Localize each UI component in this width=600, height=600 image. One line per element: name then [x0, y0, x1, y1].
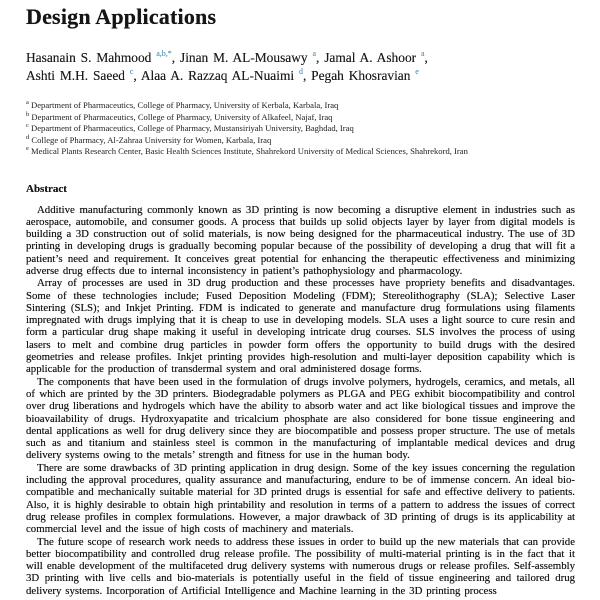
- affiliation-sup: c: [26, 122, 29, 130]
- abstract-paragraph: The future scope of research work needs to address these issues in order to build up the new materials that can provide better biocompatibility and controlled drug release profile. The possibility of multi-material printing is in the fact that it will enable development of the multifaceted drug delivery systems with numerous drugs or release profiles. Self-assembly 3D printing with live cells and bio-materials is potentially useful in the field of tissue engineering and tailored drug delivery systems. Incorporation of Artificial Intelligence and Machine learning in the 3D printing process: [26, 535, 575, 597]
- affiliation-sup: a: [26, 99, 29, 107]
- author-affiliation-sup: e: [415, 66, 419, 76]
- affiliation-sup: d: [26, 133, 30, 141]
- author-name: Hasanain S. Mahmood: [26, 50, 157, 65]
- abstract-paragraph: There are some drawbacks of 3D printing application in drug design. Some of the key issues concerning the regulation including the approval procedures, quality assurance and manufacturing, endure to be of immense concern. An ideal bio-compatible and mechanically suitable material for 3D printed drugs is essential for safe and effective delivery to patients. Also, it is highly desirable to obtain high printability and resolution in terms of a pattern to address the issues of correct drug release profiles in complex formulations. However, a major drawback of 3D printing of drugs is its applicability at commercial level and the issue of high costs of machinery and materials.: [26, 461, 575, 536]
- author-name: Pegah Khosravian: [311, 68, 416, 83]
- author-affiliation-sup: a: [312, 48, 316, 58]
- affiliation-sup: b: [26, 110, 30, 118]
- author-name: Jinan M. AL-Mousawy: [179, 50, 313, 65]
- abstract-paragraph: The components that have been used in the formulation of drugs involve polymers, hydrogels, ceramics, and metals, all of which are printed by the 3D printers. Biodegradable polymers as PLGA and PEG exhibit biocompatibility and control over drug liberations and hydrogels which have the ability to absorb water and act like biological tissues and improve the bioavailability of drugs. Hydroxyapatite and tricalcium phosphate are also considered for bone tissue engineering and dental applications as well for drug delivery since they are biocompatible and possess proper structure. The use of metals such as and titanium and stainless steel is common in the manufacturing of implantable medical devices and drug delivery systems owing to the metals’ strength and fitness for use in the human body.: [26, 375, 575, 462]
- author-affiliation-sup: c: [129, 66, 134, 76]
- abstract-heading: Abstract: [26, 182, 67, 195]
- paper-title: Design Applications: [26, 4, 217, 29]
- affiliation: $^c$ Department of Pharmaceutics, College of Pharmacy, Mustansiriyah University, Baghdad, Iraq: [26, 122, 354, 133]
- author-name: Jamal A. Ashoor: [324, 50, 421, 65]
- affiliation: $^d$ College of Pharmacy, Al-Zahraa University for Women, Karbala, Iraq: [26, 133, 272, 145]
- author-line: Ashti M.H. Saeed $^c$, Alaa A. Razzaq AL-Nuaimi $^d$, Pegah Khosravian $^e$: [26, 66, 419, 83]
- author-list: [26, 49, 575, 85]
- author-name: Alaa A. Razzaq AL-Nuaimi: [140, 68, 299, 83]
- abstract-body: [26, 204, 575, 598]
- author-affiliation-sup: a: [420, 48, 425, 58]
- abstract-paragraph: Array of processes are used in 3D drug production and these processes have propriety benefits and disadvantages. Some of these technologies include; Fused Deposition Modeling (FDM); Stereolithography (SLA); Selective Laser Sintering (SLS); and Inkjet Printing. FDM is indicated to generate and manufacture drug formulations using filaments impregnated with drugs implying that it is cheap to use in developing models. SLA uses a light source to cure resin and form a particular drug shape making it useful in developing intricate drug courses. SLS involves the process of using lasers to melt and combine drug particles in powder form offers the opportunity to build drugs with the desired geometries and release profiles. Inkjet printing provides high-resolution and multi-layer deposition capability which is applicable for the production of transdermal system and oral administered dosage forms.: [26, 277, 575, 376]
- author-affiliation-sup: d: [298, 66, 303, 76]
- affiliation-sup: e: [26, 145, 29, 153]
- affiliation: $^b$ Department of Pharmaceutics, College of Pharmacy, University of Alkafeel, Najaf, Iraq: [26, 110, 333, 122]
- author-name: Ashti M.H. Saeed: [26, 68, 130, 83]
- author-line: Hasanain S. Mahmood $^{a,b,*}$, Jinan M. AL-Mousawy $^a$, Jamal A. Ashoor $^a$,: [26, 48, 428, 65]
- affiliation: $^a$ Department of Pharmaceutics, College of Pharmacy, University of Kerbala, Karbala, Iraq: [26, 99, 339, 110]
- abstract-paragraph: Additive manufacturing commonly known as 3D printing is now becoming a disruptive element in industries such as aerospace, automobile, and consumer goods. A process that builds up solid objects layer by layer from digital models is building a 3D construction out of solid materials, is now being designed for the pharmaceutical industry. The use of 3D printing in developing drugs is gradually becoming popular because of the possibility of developing a drug that will fit a patient’s need and requirement. It conceives great potential for enhancing the therapeutic effectiveness and minimizing adverse drug effects due to internal inconsistency in patient’s pathophysiology and pharmacology.: [26, 203, 575, 277]
- affiliation: $^e$ Medical Plants Research Center, Basic Health Sciences Institute, Shahrekord University of Medical Sciences, Shahrekord, Iran: [26, 145, 468, 156]
- affiliation-list: [26, 100, 575, 158]
- author-affiliation-sup: a,b,*: [156, 48, 172, 58]
